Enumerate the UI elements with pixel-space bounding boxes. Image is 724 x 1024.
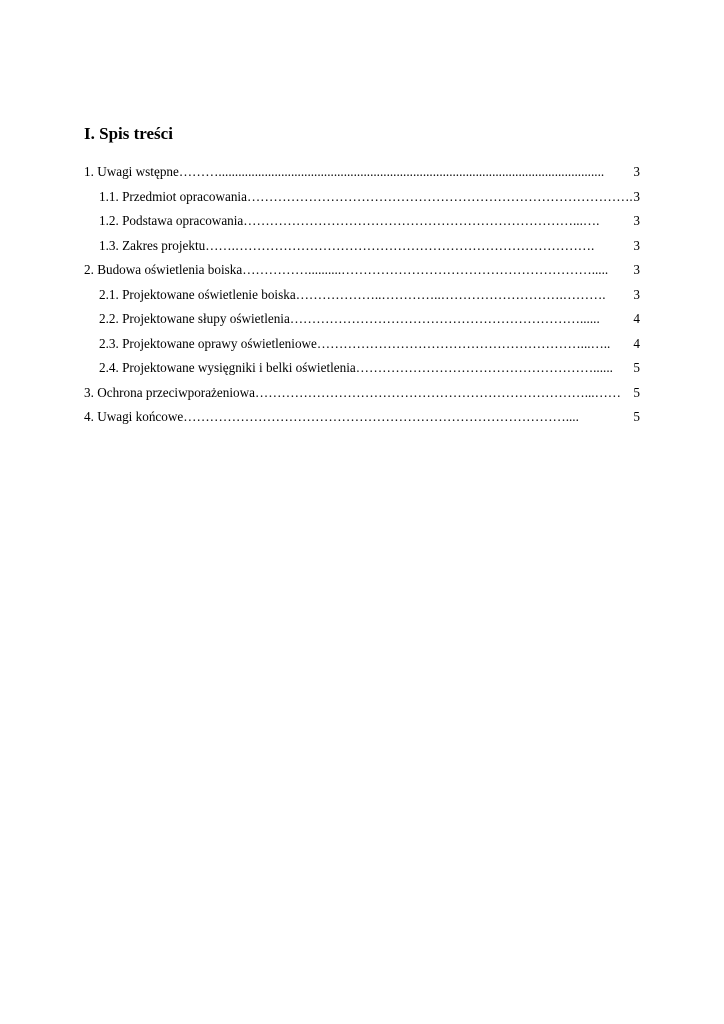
- toc-entry-label: 1.2. Podstawa opracowania: [99, 213, 244, 228]
- toc-page-number: 4: [633, 311, 640, 326]
- toc-page-number: 3: [633, 188, 640, 204]
- toc-entry-projektowane-oswietlenie: [84, 283, 640, 308]
- toc-entry-projektowane-wysiegniki: [84, 356, 640, 381]
- toc-page-number: 3: [633, 237, 640, 253]
- toc-dot-leader: ……….....................................................................................................................: [178, 164, 605, 179]
- toc-page-number: 3: [633, 213, 640, 228]
- toc-entry-uwagi-wstepne: [84, 160, 640, 185]
- toc-page-number: 3: [633, 286, 640, 302]
- toc-entry-label: 3. Ochrona przeciwporażeniowa: [84, 384, 255, 400]
- toc-entry-uwagi-koncowe: [84, 405, 640, 430]
- toc-page-number: 4: [633, 335, 640, 351]
- toc-entry-budowa-oswietlenia: [84, 258, 640, 283]
- toc-heading: I. Spis treści: [84, 124, 173, 143]
- toc-entry-label: 1.1. Przedmiot opracowania: [99, 188, 247, 204]
- toc-entry-label: 2.4. Projektowane wysięgniki i belki oświetlenia: [99, 360, 356, 375]
- toc-page-number: 5: [633, 409, 640, 424]
- toc-dot-leader: ……………………………………………………………………………....: [183, 409, 579, 424]
- toc-entry-zakres-projektu: [84, 234, 640, 259]
- toc-page-number: 3: [633, 164, 640, 179]
- toc-entry-label: 2.1. Projektowane oświetlenie boiska: [99, 286, 296, 302]
- toc-dot-leader: ………………………………………………......: [355, 360, 613, 375]
- toc-dot-leader: ………………..…………..……………………….……….: [295, 286, 606, 302]
- toc-page-number: 3: [633, 262, 640, 277]
- toc-entry-ochrona-przeciwporazeniowa: [84, 381, 640, 406]
- toc-dot-leader: ……………………………………………………...…..: [316, 335, 611, 351]
- toc-dot-leader: …………………………………………………………………………….: [246, 188, 633, 204]
- toc-entry-label: 2. Budowa oświetlenia boiska: [84, 262, 243, 277]
- toc-entry-projektowane-oprawy: [84, 332, 640, 357]
- toc-dot-leader: …………………………………………………………......: [289, 311, 600, 326]
- toc-entry-projektowane-slupy: [84, 307, 640, 332]
- toc-page-number: 5: [633, 360, 640, 375]
- toc-entry-label: 1.3. Zakres projektu: [99, 237, 206, 253]
- toc-entry-label: 2.3. Projektowane oprawy oświetleniowe: [99, 335, 317, 351]
- toc-entry-label: 4. Uwagi końcowe: [84, 409, 184, 424]
- toc-dot-leader: ……………..........………………………………………………….....: [242, 262, 609, 277]
- toc-page-number: 5: [633, 384, 640, 400]
- table-of-contents: [84, 160, 640, 430]
- toc-dot-leader: …………………………………………………………………...……: [255, 384, 621, 400]
- toc-entry-przedmiot-opracowania: [84, 185, 640, 210]
- toc-dot-leader: …………………………………………………………………...….: [243, 213, 600, 228]
- toc-entry-podstawa-opracowania: [84, 209, 640, 234]
- toc-entry-label: 1. Uwagi wstępne: [84, 164, 179, 179]
- toc-dot-leader: …….……………………………………………………………………….: [205, 237, 595, 253]
- toc-entry-label: 2.2. Projektowane słupy oświetlenia: [99, 311, 290, 326]
